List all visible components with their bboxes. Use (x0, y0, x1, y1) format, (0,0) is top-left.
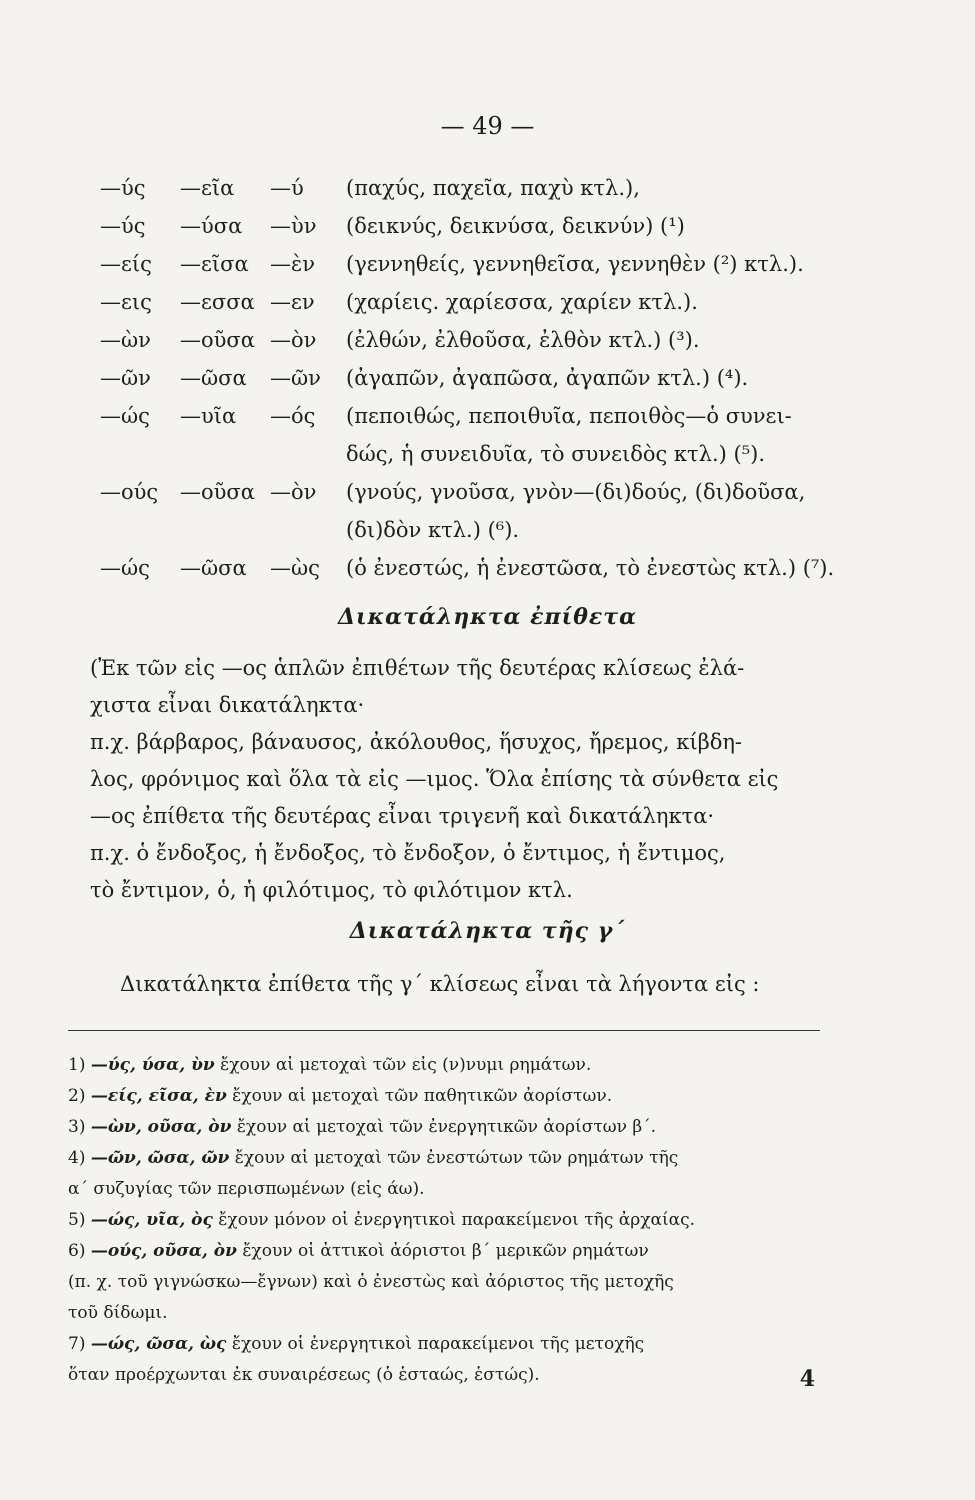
neut-ending: —ός (270, 404, 316, 428)
masc-ending: —ύς (100, 176, 146, 200)
fem-ending: —εῖσα (180, 252, 249, 276)
ending-examples: (γνούς, γνοῦσα, γνὸν—(δι)δούς, (δι)δοῦσα, (346, 480, 806, 504)
footnote-number: 6) (68, 1241, 86, 1261)
footnote-text: ἔχουν οἱ ἐνεργητικοὶ παρακείμενοι τῆς μετοχῆς (231, 1334, 645, 1354)
footnote-text-continued: ὅταν προέρχωνται ἐκ συναιρέσεως (ὁ ἑσταώς, ἑστώς). (68, 1365, 540, 1385)
footnote-ending: —ώς, ῶσα, ὼς (90, 1334, 227, 1354)
neut-ending: —ὼς (270, 556, 320, 580)
masc-ending: —ὼν (100, 328, 151, 352)
footnote-text: ἔχουν μόνον οἱ ἐνεργητικοὶ παρακείμενοι τῆς ἀρχαίας. (218, 1210, 696, 1230)
masc-ending: —ύς (100, 214, 146, 238)
footnote-text: ἔχουν οἱ ἀττικοὶ ἀόριστοι β´ μερικῶν ρημάτων (242, 1241, 649, 1261)
signature-mark: 4 (799, 1366, 815, 1392)
footnote-ending: —είς, εῖσα, ὲν (90, 1086, 227, 1106)
fem-ending: —οῦσα (180, 480, 255, 504)
ending-examples-continued: δώς, ἡ συνειδυῖα, τὸ συνειδὸς κτλ.) (⁵). (346, 442, 766, 466)
footnote-text: ἔχουν αἱ μετοχαὶ τῶν εἰς (ν)νυμι ρημάτων. (220, 1055, 592, 1075)
section-heading: Δικατάληκτα ἐπίθετα (337, 604, 638, 630)
masc-ending: —ῶν (100, 366, 151, 390)
neut-ending: —ὸν (270, 480, 317, 504)
text-line: (Ἐκ τῶν εἰς —ος ἁπλῶν ἐπιθέτων τῆς δευτέρας κλίσεως ἐλά- (90, 656, 745, 680)
footnote-text-continued: α´ συζυγίας τῶν περισπωμένων (εἰς άω). (68, 1179, 425, 1199)
ending-examples: (παχύς, παχεῖα, παχὺ κτλ.), (346, 176, 640, 200)
fem-ending: —εσσα (180, 290, 255, 314)
footnote-ending: —ώς, υῖα, ὸς (90, 1210, 213, 1230)
ending-examples: (πεποιθώς, πεποιθυῖα, πεποιθὸς—ὁ συνει- (346, 404, 792, 428)
footnote-text: ἔχουν αἱ μετοχαὶ τῶν παθητικῶν ἀορίστων. (232, 1086, 613, 1106)
footnote-number: 1) (68, 1055, 86, 1075)
ending-examples: (χαρίεις. χαρίεσσα, χαρίεν κτλ.). (346, 290, 698, 314)
footnote-text-continued: τοῦ δίδωμι. (68, 1303, 168, 1323)
fem-ending: —ῶσα (180, 556, 247, 580)
text-line: χιστα εἶναι δικατάληκτα· (90, 693, 365, 717)
fem-ending: —οῦσα (180, 328, 255, 352)
paragraph-two-ending-adjectives (90, 650, 810, 909)
fem-ending: —ῶσα (180, 366, 247, 390)
footnote-ending: —ῶν, ῶσα, ῶν (90, 1148, 230, 1168)
ending-examples-continued: (δι)δὸν κτλ.) (⁶). (346, 518, 520, 542)
ending-examples: (ἐλθών, ἐλθοῦσα, ἐλθὸν κτλ.) (³). (346, 328, 700, 352)
footnote-ending: —ὼν, οῦσα, ὸν (90, 1117, 232, 1137)
ending-examples: (ὁ ἐνεστώς, ἡ ἐνεστῶσα, τὸ ἐνεστὼς κτλ.) (⁷). (346, 556, 835, 580)
neut-ending: —ὲν (270, 252, 316, 276)
neut-ending: —εν (270, 290, 315, 314)
neut-ending: —ὺν (270, 214, 317, 238)
footnote-ending: —ούς, οῦσα, ὸν (90, 1241, 237, 1261)
footnote-number: 7) (68, 1334, 86, 1354)
masc-ending: —ώς (100, 556, 150, 580)
text-line: —ος ἐπίθετα τῆς δευτέρας εἶναι τριγενῆ καὶ δικατάληκτα· (90, 804, 715, 828)
footnote-divider (68, 1030, 820, 1031)
neut-ending: —ὸν (270, 328, 317, 352)
neut-ending: —ῶν (270, 366, 321, 390)
ending-examples: (γεννηθείς, γεννηθεῖσα, γεννηθὲν (²) κτλ.). (346, 252, 804, 276)
footnote-number: 3) (68, 1117, 86, 1137)
masc-ending: —εις (100, 290, 152, 314)
page-number: — 49 — (440, 112, 535, 140)
ending-examples: (δεικνύς, δεικνύσα, δεικνύν) (¹) (346, 214, 685, 238)
footnote-text: ἔχουν αἱ μετοχαὶ τῶν ἐνεργητικῶν ἀορίστων β´. (236, 1117, 657, 1137)
masc-ending: —είς (100, 252, 152, 276)
text-line: π.χ. βάρβαρος, βάναυσος, ἀκόλουθος, ἥσυχος, ἤρεμος, κίβδη- (90, 730, 743, 754)
fem-ending: —υῖα (180, 404, 237, 428)
footnote (68, 1050, 820, 1391)
text-line: π.χ. ὁ ἔνδοξος, ἡ ἔνδοξος, τὸ ἔνδοξον, ὁ ἔντιμος, ἡ ἔντιμος, (90, 841, 726, 865)
text-line: τὸ ἔντιμον, ὁ, ἡ φιλότιμος, τὸ φιλότιμον κτλ. (90, 878, 573, 902)
section-heading: Δικατάληκτα τῆς γ´ (349, 918, 626, 944)
footnote-number: 2) (68, 1086, 86, 1106)
text-line: λος, φρόνιμος καὶ ὅλα τὰ εἰς —ιμος. Ὅλα ἐπίσης τὰ σύνθετα εἰς (90, 767, 779, 791)
ending-examples: (ἀγαπῶν, ἀγαπῶσα, ἀγαπῶν κτλ.) (⁴). (346, 366, 749, 390)
neut-ending: —ύ (270, 176, 304, 200)
footnote-text-continued: (π. χ. τοῦ γιγνώσκω—ἔγνων) καὶ ὁ ἐνεστὼς καὶ ἀόριστος τῆς μετοχῆς (68, 1272, 674, 1292)
footnote-number: 4) (68, 1148, 86, 1168)
fem-ending: —εῖα (180, 176, 235, 200)
footnote-text: ἔχουν αἱ μετοχαὶ τῶν ἐνεστώτων τῶν ρημάτων τῆς (234, 1148, 679, 1168)
masc-ending: —ώς (100, 404, 150, 428)
masc-ending: —ούς (100, 480, 159, 504)
fem-ending: —ύσα (180, 214, 243, 238)
footnote-ending: —ύς, ύσα, ὺν (90, 1055, 215, 1075)
footnote-number: 5) (68, 1210, 86, 1230)
paragraph-third-declension: Δικατάληκτα ἐπίθετα τῆς γ´ κλίσεως εἶναι τὰ λήγοντα εἰς : (120, 972, 760, 996)
